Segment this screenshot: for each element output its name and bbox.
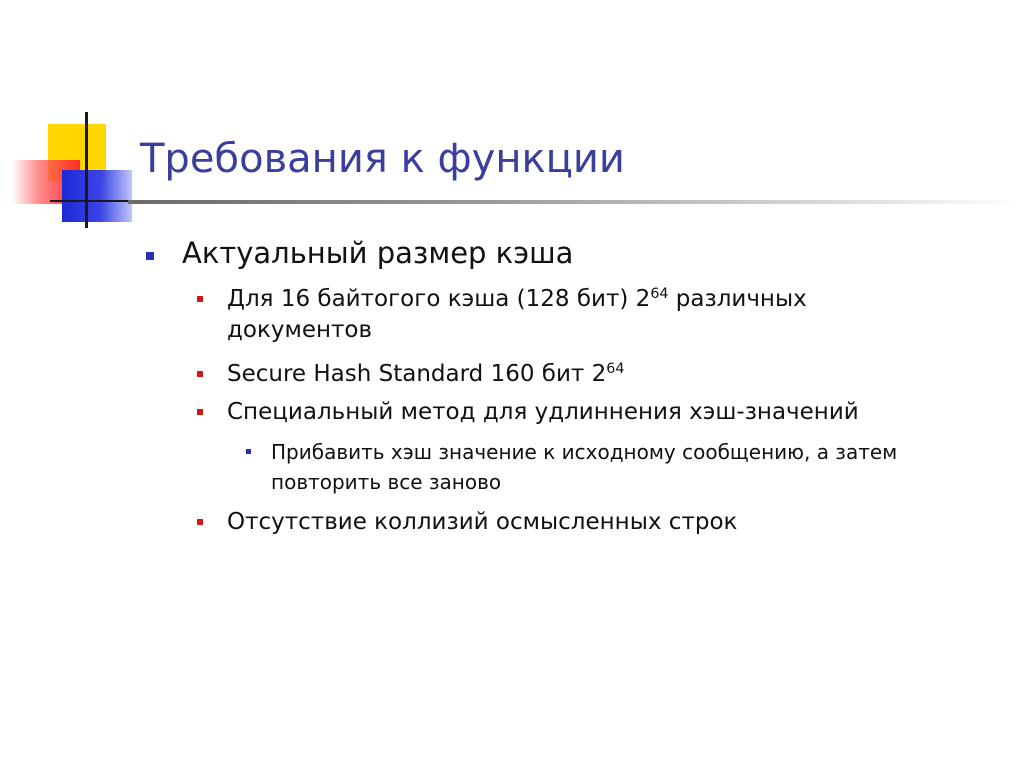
bullet-item-special-method: Специальный метод для удлиннения хэш-значений (227, 397, 859, 428)
square-bullet (246, 449, 251, 454)
title-underline (128, 200, 1024, 204)
square-bullet (197, 409, 203, 415)
square-bullet (146, 252, 154, 260)
blue-square (62, 170, 132, 222)
bullet-line-1: Для 16 байтогого кэша (128 бит) $2^{64}$ различных (227, 286, 807, 312)
slide-title: Требования к функции (140, 136, 625, 182)
bullet-item-append-hash (271, 437, 897, 497)
square-bullet (197, 296, 203, 302)
bullet-line-2: документов (227, 317, 373, 343)
bullet-item-secure-hash-standard: Secure Hash Standard 160 бит $2^{64}$ (227, 359, 624, 390)
square-bullet (197, 519, 203, 525)
bullet-item-cache-size (182, 236, 573, 270)
bullet-text: Актуальный размер кэша (182, 236, 574, 270)
square-bullet (197, 371, 203, 377)
bullet-item-16-byte-cache (227, 284, 807, 346)
vertical-line (85, 112, 88, 228)
horizontal-line (50, 200, 130, 202)
bullet-line-1: Прибавить хэш значение к исходному сообщению, а затем (271, 440, 898, 464)
decorative-logo (0, 0, 150, 240)
bullet-item-no-collisions: Отсутствие коллизий осмысленных строк (227, 507, 737, 538)
bullet-line-2: повторить все заново (271, 470, 502, 494)
